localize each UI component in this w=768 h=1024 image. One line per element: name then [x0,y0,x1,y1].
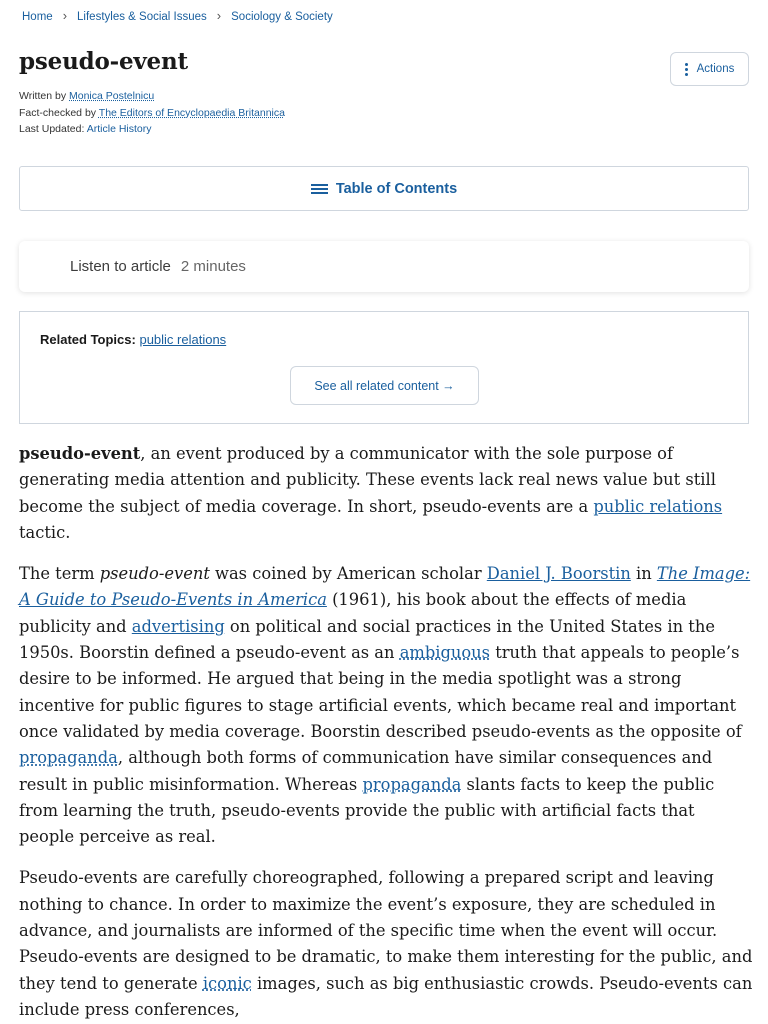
boorstin-link[interactable]: Daniel J. Boorstin [486,564,631,584]
chevron-right-icon: › [62,8,68,23]
see-all-related-button[interactable]: See all related content → [290,366,479,405]
ambiguous-definition-link[interactable]: ambiguous [399,643,491,663]
article-text: tactic. [19,522,71,542]
written-by-label: Written by [19,90,67,102]
more-vertical-icon [685,63,688,76]
article-text: truth that appeals to people’s desire to be informed. He argued that being in the media spotlight was a strong incentive for public figures to stage artificial events, which became real and important once validated by media coverage. Boorstin described pseudo-events as the opposite of [19,643,742,741]
article-text: slants facts to keep the public from learning the truth, pseudo-events provide the public with artificial facts that people perceive as real. [19,774,715,847]
breadcrumb-sociology[interactable]: Sociology & Society [231,10,333,23]
breadcrumb [22,9,333,24]
article-text: , although both forms of communication have similar consequences and result in public misinformation. Whereas [19,748,713,794]
toc-label: Table of Contents [335,180,458,197]
author-link[interactable]: Monica Postelnicu [69,90,155,102]
propaganda-link-2[interactable]: propaganda [362,774,462,794]
article-term: pseudo-event [19,444,141,463]
actions-label: Actions [696,63,735,75]
article-text: , an event produced by a communicator with the sole purpose of generating media attention and publicity. These events lack real news value but still become the subject of media coverage. In short, pseudo-events are a [19,444,716,516]
related-topics-label: Related Topics: [40,332,136,347]
chevron-right-icon: › [216,8,222,23]
article-paragraph [19,561,754,850]
byline-factcheck [19,107,285,119]
iconic-definition-link[interactable]: iconic [202,973,252,993]
byline-updated [19,123,152,135]
propaganda-link[interactable]: propaganda [19,748,118,768]
fact-checked-label: Fact-checked by [19,107,97,119]
related-topics [40,332,226,347]
article-term-italic: pseudo-event [99,564,210,584]
article-text: was coined by American scholar [209,564,487,584]
last-updated-label: Last Updated: [19,123,85,135]
listen-to-article[interactable] [19,241,749,292]
listen-duration: 2 minutes [180,258,246,275]
listen-label: Listen to article [70,258,171,275]
actions-button[interactable] [670,52,749,86]
article-text: The term [19,564,100,584]
page-title: pseudo-event [19,48,188,75]
article-paragraph [19,865,754,1023]
article-text: Pseudo-events are carefully choreographed, following a prepared script and leaving nothing to chance. In order to maximize the event’s exposure, they are scheduled in advance, and journalists are informed of the specific time when the event will occur. Pseudo-events are designed to be dramatic, to make them interesting for the public, and they tend to generate [19,868,753,993]
article-paragraph [19,441,754,546]
article-body [19,441,754,1024]
factchecker-link[interactable]: The Editors of Encyclopaedia Britannica [98,107,285,119]
related-topic-link[interactable]: public relations [139,332,227,347]
list-icon [311,184,328,194]
article-text: (1961), his book about the effects of media publicity and [19,590,687,636]
breadcrumb-home[interactable]: Home [22,10,53,23]
related-topics-box [19,311,749,424]
article-text: on political and social practices in the United States in the 1950s. Boorstin defined a pseudo-event as an [19,616,715,663]
book-title: The Image: A Guide to Pseudo-Events in America [19,564,751,610]
advertising-link[interactable]: advertising [131,616,225,636]
public-relations-link[interactable]: public relations [593,496,723,516]
breadcrumb-lifestyles[interactable]: Lifestyles & Social Issues [77,10,207,23]
byline-author [19,90,154,102]
article-history-link[interactable]: Article History [86,123,152,135]
table-of-contents-button[interactable] [19,166,749,211]
article-text: in [630,564,657,584]
article-text: images, such as big enthusiastic crowds. Pseudo-events can include press conferences, [19,973,753,1019]
